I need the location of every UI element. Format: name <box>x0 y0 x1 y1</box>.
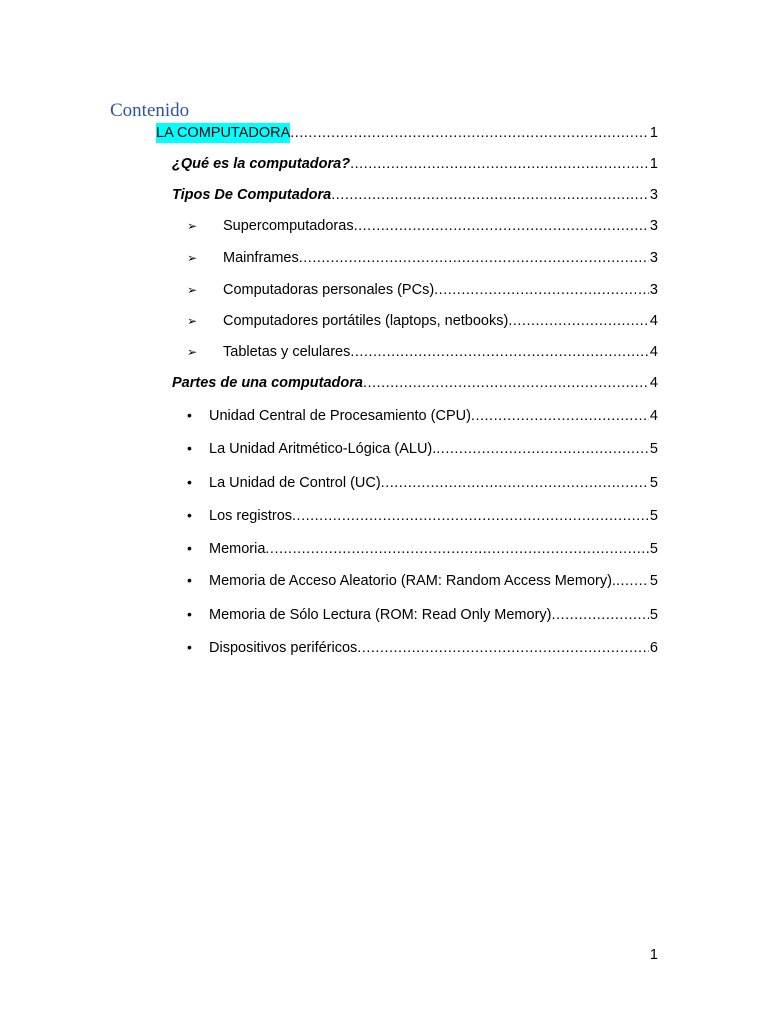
dot-leader <box>354 216 649 236</box>
toc-entry-title: Computadoras personales (PCs) <box>223 282 435 298</box>
toc-entry-title: La Unidad de Control (UC) <box>209 475 381 491</box>
toc-entry-page: 3 <box>649 187 658 203</box>
toc-entry-la-computadora[interactable] <box>156 123 658 143</box>
dot-leader <box>434 280 649 300</box>
dot-leader <box>290 123 649 143</box>
toc-entry-page: 5 <box>649 441 658 457</box>
toc-entry-title: ¿Qué es la computadora? <box>172 156 351 172</box>
bullet-icon: • <box>187 474 192 490</box>
arrow-bullet-icon: ➢ <box>187 251 198 265</box>
toc-entry-page: 5 <box>649 508 658 524</box>
toc-entry-title: LA COMPUTADORA <box>156 125 291 141</box>
dot-leader <box>551 605 648 625</box>
toc-entry-title: Tipos De Computadora <box>172 187 332 203</box>
toc-entry-page: 4 <box>649 408 658 424</box>
arrow-bullet-icon: ➢ <box>187 219 198 233</box>
dot-leader <box>292 506 649 526</box>
toc-entry-dispositivos-perifericos[interactable] <box>185 637 658 657</box>
toc-entry-page: 3 <box>649 218 658 234</box>
toc-entry-title: Dispositivos periféricos <box>209 640 358 656</box>
toc-entry-title: Unidad Central de Procesamiento (CPU) <box>209 408 471 424</box>
toc-entry-page: 4 <box>649 313 658 329</box>
toc-entry-title: Computadores portátiles (laptops, netbooks) <box>223 313 509 329</box>
arrow-bullet-icon: ➢ <box>187 283 198 297</box>
toc-entry-memoria[interactable] <box>185 538 658 558</box>
toc-entry-page: 6 <box>649 640 658 656</box>
toc-entry-title: Supercomputadoras <box>223 218 354 234</box>
dot-leader <box>471 406 649 426</box>
dot-leader <box>508 311 649 331</box>
toc-entry-page: 1 <box>649 125 658 141</box>
dot-leader <box>350 154 649 174</box>
dot-leader <box>363 373 649 393</box>
toc-entry-title: La Unidad Aritmético-Lógica (ALU). <box>209 441 437 457</box>
dot-leader <box>616 571 649 591</box>
toc-entry-los-registros[interactable] <box>185 505 658 525</box>
bullet-icon: • <box>187 572 192 588</box>
toc-entry-title: Memoria de Sólo Lectura (ROM: Read Only Memory) <box>209 607 552 623</box>
dot-leader <box>265 539 649 559</box>
toc-entry-page: 5 <box>649 475 658 491</box>
toc-entry-title: Los registros <box>209 508 293 524</box>
dot-leader <box>299 248 649 268</box>
toc-entry-cpu[interactable] <box>185 405 658 425</box>
toc-entry-title: Partes de una computadora <box>172 375 363 391</box>
dot-leader <box>357 638 649 658</box>
bullet-icon: • <box>187 639 192 655</box>
toc-entry-memoria-ram[interactable] <box>185 570 658 590</box>
toc-entry-que-es-la-computadora[interactable] <box>172 154 658 174</box>
toc-entry-page: 5 <box>649 607 658 623</box>
toc-entry-page: 1 <box>649 156 658 172</box>
toc-entry-tipos-de-computadora[interactable] <box>172 185 658 205</box>
toc-entry-partes-de-una-computadora[interactable] <box>172 373 658 393</box>
dot-leader <box>350 342 649 362</box>
bullet-icon: • <box>187 440 192 456</box>
toc-entry-memoria-rom[interactable] <box>185 604 658 624</box>
arrow-bullet-icon: ➢ <box>187 314 198 328</box>
page-number: 1 <box>649 947 658 963</box>
toc-entry-title: Memoria de Acceso Aleatorio (RAM: Random Access Memory). <box>209 573 616 589</box>
bullet-icon: • <box>187 507 192 523</box>
bullet-icon: • <box>187 606 192 622</box>
toc-entry-tabletas-y-celulares[interactable] <box>187 342 658 362</box>
toc-entry-page: 3 <box>649 250 658 266</box>
toc-entry-page: 5 <box>649 573 658 589</box>
toc-entry-supercomputadoras[interactable] <box>187 216 658 236</box>
toc-entry-page: 5 <box>649 541 658 557</box>
toc-entry-page: 4 <box>649 344 658 360</box>
dot-leader <box>331 185 649 205</box>
toc-entry-page: 4 <box>649 375 658 391</box>
toc-entry-title: Tabletas y celulares <box>223 344 351 360</box>
toc-entry-title: Memoria <box>209 541 266 557</box>
dot-leader <box>436 439 649 459</box>
bullet-icon: • <box>187 540 192 556</box>
dot-leader <box>381 473 649 493</box>
toc-entry-unidad-de-control[interactable] <box>185 472 658 492</box>
toc-heading: Contenido <box>110 100 190 121</box>
toc-entry-mainframes[interactable] <box>187 248 658 268</box>
toc-entry-computadoras-personales[interactable] <box>187 280 658 300</box>
toc-entry-page: 3 <box>649 282 658 298</box>
toc-entry-alu[interactable] <box>185 438 658 458</box>
toc-entry-computadores-portatiles[interactable] <box>187 311 658 331</box>
toc-entry-title: Mainframes <box>223 250 299 266</box>
bullet-icon: • <box>187 407 192 423</box>
arrow-bullet-icon: ➢ <box>187 345 198 359</box>
